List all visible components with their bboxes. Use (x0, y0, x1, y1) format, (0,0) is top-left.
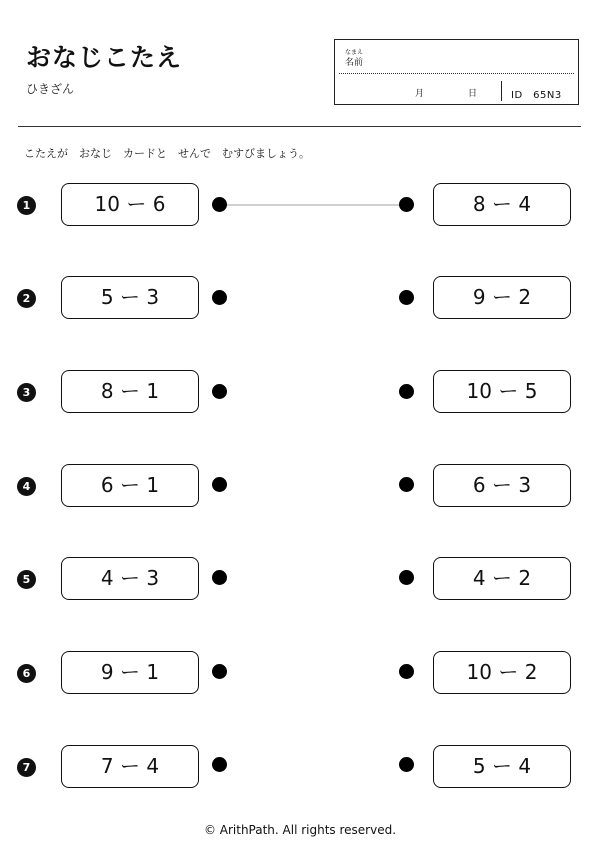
problem-number-6: 6 (17, 664, 36, 683)
name-dotted-line (339, 73, 574, 74)
month-label: 月 (415, 89, 425, 99)
left-dot-7[interactable] (212, 757, 227, 772)
problem-number-3: 3 (17, 383, 36, 402)
instruction-text: こたえが おなじ カードと せんで むすびましょう。 (24, 147, 310, 160)
name-box (334, 39, 579, 105)
problem-number-7: 7 (17, 758, 36, 777)
problem-number-5: 5 (17, 570, 36, 589)
left-card-4: 6 ー 1 (61, 464, 199, 507)
problem-number-1: 1 (17, 196, 36, 215)
right-dot-2[interactable] (399, 290, 414, 305)
problem-number-2: 2 (17, 289, 36, 308)
left-dot-4[interactable] (212, 477, 227, 492)
worksheet-id: ID 65N3 (511, 90, 562, 101)
left-dot-2[interactable] (212, 290, 227, 305)
right-card-6: 10 ー 2 (433, 651, 571, 694)
right-dot-1[interactable] (399, 197, 414, 212)
right-card-4: 6 ー 3 (433, 464, 571, 507)
right-dot-6[interactable] (399, 664, 414, 679)
day-label: 日 (468, 89, 478, 99)
left-dot-6[interactable] (212, 664, 227, 679)
right-dot-5[interactable] (399, 570, 414, 585)
page-title: おなじこたえ (26, 43, 183, 72)
left-dot-3[interactable] (212, 384, 227, 399)
right-card-2: 9 ー 2 (433, 276, 571, 319)
right-card-1: 8 ー 4 (433, 183, 571, 226)
page-subtitle: ひきざん (26, 82, 75, 96)
left-card-1: 10 ー 6 (61, 183, 199, 226)
connection-line (219, 204, 406, 206)
left-card-2: 5 ー 3 (61, 276, 199, 319)
left-card-5: 4 ー 3 (61, 557, 199, 600)
right-dot-3[interactable] (399, 384, 414, 399)
left-card-3: 8 ー 1 (61, 370, 199, 413)
right-card-5: 4 ー 2 (433, 557, 571, 600)
name-label: 名前 (345, 58, 364, 68)
left-dot-1[interactable] (212, 197, 227, 212)
problem-number-4: 4 (17, 477, 36, 496)
right-dot-7[interactable] (399, 757, 414, 772)
copyright-footer: © ArithPath. All rights reserved. (203, 823, 397, 837)
right-dot-4[interactable] (399, 477, 414, 492)
id-separator (501, 81, 502, 101)
left-dot-5[interactable] (212, 570, 227, 585)
header-divider (18, 126, 581, 127)
right-card-7: 5 ー 4 (433, 745, 571, 788)
left-card-7: 7 ー 4 (61, 745, 199, 788)
right-card-3: 10 ー 5 (433, 370, 571, 413)
name-furigana: なまえ (345, 49, 364, 56)
left-card-6: 9 ー 1 (61, 651, 199, 694)
